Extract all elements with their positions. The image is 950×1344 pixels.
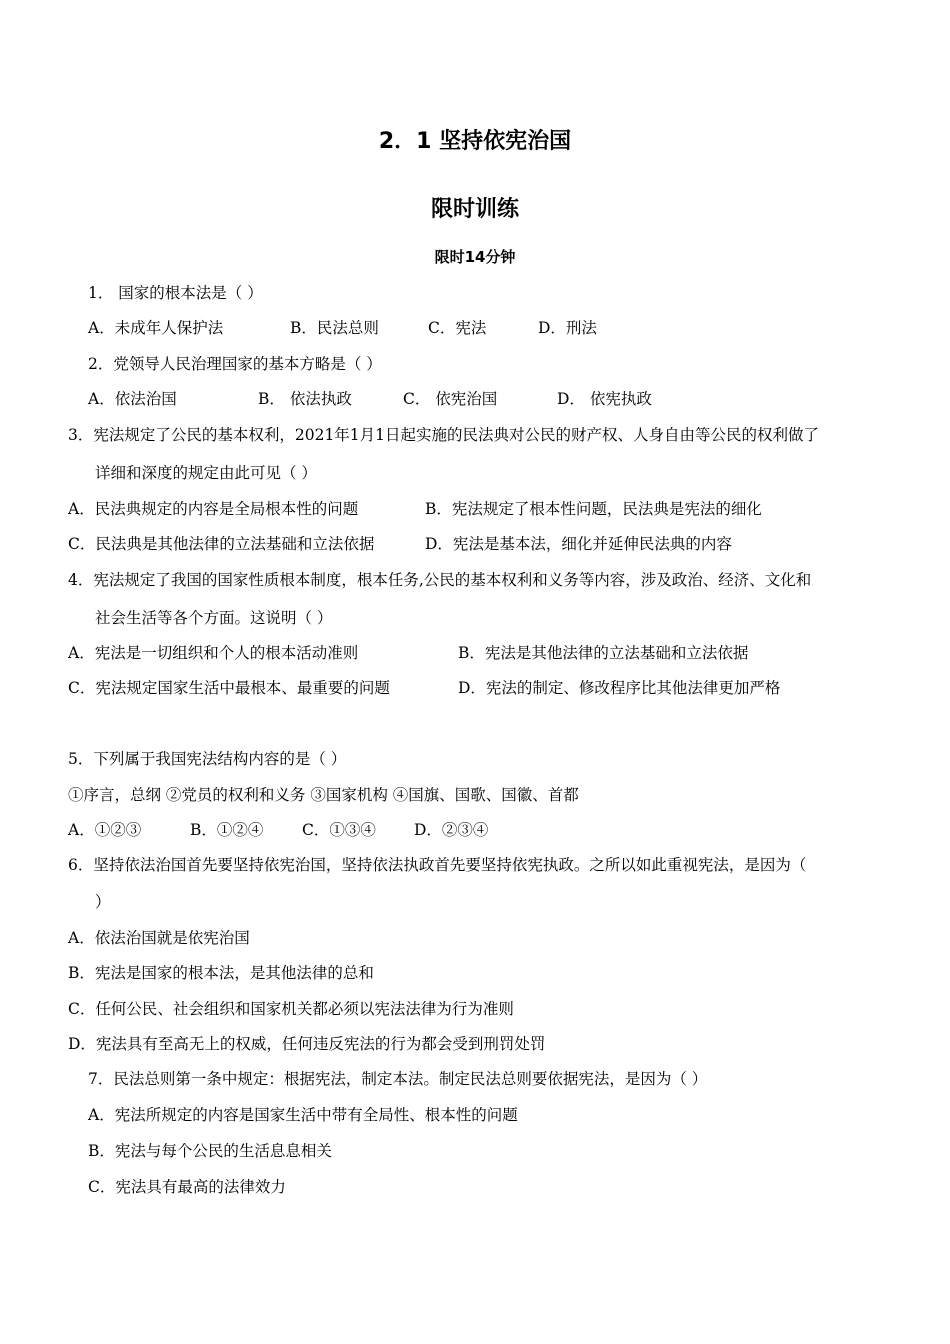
q3-option-d: D．宪法是基本法，细化并延伸民法典的内容 [425, 535, 732, 553]
q3-option-b: B．宪法规定了根本性问题，民法典是宪法的细化 [425, 500, 762, 518]
q1-option-b: B．民法总则 [290, 319, 379, 337]
q2-stem: 2．党领导人民治理国家的基本方略是（ ） [88, 355, 382, 373]
q3-option-c: C．民法典是其他法律的立法基础和立法依据 [68, 535, 375, 553]
q2-option-d: D． 依宪执政 [557, 390, 652, 408]
q4-stem-line2: 社会生活等各个方面。这说明（ ） [95, 609, 333, 627]
q4-option-a: A．宪法是一切组织和个人的根本活动准则 [68, 644, 359, 662]
q1-option-c: C．宪法 [428, 319, 487, 337]
q1-stem: 1． 国家的根本法是（ ） [88, 284, 263, 302]
q5-items: ①序言，总纲 ②党员的权利和义务 ③国家机构 ④国旗、国歌、国徽、首都 [68, 786, 579, 804]
q7-option-c: C．宪法具有最高的法律效力 [88, 1178, 286, 1196]
time-limit: 限时14分钟 [434, 248, 516, 266]
q4-option-b: B．宪法是其他法律的立法基础和立法依据 [458, 644, 749, 662]
q6-option-b: B．宪法是国家的根本法，是其他法律的总和 [68, 964, 374, 982]
q6-option-d: D．宪法具有至高无上的权威，任何违反宪法的行为都会受到刑罚处罚 [68, 1035, 546, 1053]
q7-option-a: A．宪法所规定的内容是国家生活中带有全局性、根本性的问题 [88, 1106, 518, 1124]
q5-stem: 5．下列属于我国宪法结构内容的是（ ） [68, 750, 347, 768]
q2-option-a: A．依法治国 [88, 390, 177, 408]
q2-option-c: C． 依宪治国 [403, 390, 498, 408]
q3-option-a: A．民法典规定的内容是全局根本性的问题 [68, 500, 359, 518]
q6-stem-line1: 6．坚持依法治国首先要坚持依宪治国，坚持依法执政首先要坚持依宪执政。之所以如此重视宪法，是因为（ [68, 856, 807, 874]
q7-option-b: B．宪法与每个公民的生活息息相关 [88, 1142, 332, 1160]
q5-option-c: C．①③④ [302, 821, 376, 839]
q4-option-d: D．宪法的制定、修改程序比其他法律更加严格 [458, 679, 781, 697]
q2-option-b: B． 依法执政 [258, 390, 352, 408]
page-title: 2．1 坚持依宪治国 [378, 129, 572, 154]
q3-stem-line1: 3．宪法规定了公民的基本权利，2021年1月1日起实施的民法典对公民的财产权、人身自由等公民的权利做了 [68, 426, 820, 444]
q6-option-c: C．任何公民、社会组织和国家机关都必须以宪法法律为行为准则 [68, 1000, 514, 1018]
q1-option-d: D．刑法 [538, 319, 597, 337]
q7-stem: 7．民法总则第一条中规定：根据宪法，制定本法。制定民法总则要依据宪法，是因为（ ） [88, 1070, 708, 1088]
q3-stem-line2: 详细和深度的规定由此可见（ ） [95, 464, 317, 482]
q6-stem-line2: ） [95, 893, 111, 911]
q5-option-b: B．①②④ [190, 821, 264, 839]
q1-option-a: A．未成年人保护法 [88, 319, 224, 337]
q4-stem-line1: 4．宪法规定了我国的国家性质根本制度，根本任务,公民的基本权利和义务等内容，涉及政治、经济、文化和 [68, 571, 812, 589]
q5-option-d: D．②③④ [414, 821, 489, 839]
page-subtitle: 限时训练 [430, 197, 519, 222]
q5-option-a: A．①②③ [68, 821, 142, 839]
q4-option-c: C．宪法规定国家生活中最根本、最重要的问题 [68, 679, 390, 697]
q6-option-a: A．依法治国就是依宪治国 [68, 929, 250, 947]
